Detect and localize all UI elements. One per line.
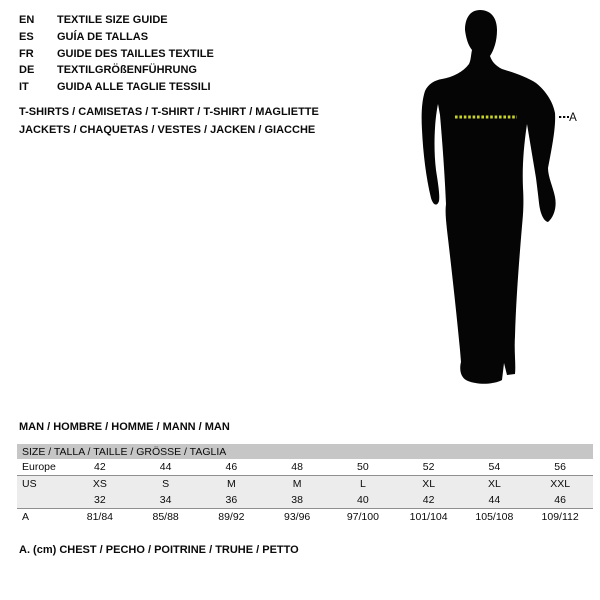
language-row	[19, 79, 214, 96]
size-cell: 50	[330, 459, 396, 476]
size-cell: XS	[67, 476, 133, 493]
size-cell: 32	[67, 492, 133, 509]
size-cell: XL	[462, 476, 528, 493]
size-cell: 42	[67, 459, 133, 476]
row-label: US	[17, 476, 67, 493]
language-label: GUIDE DES TAILLES TEXTILE	[57, 47, 214, 60]
size-cell: XXL	[527, 476, 593, 493]
size-cell: 46	[527, 492, 593, 509]
table-row	[17, 459, 593, 476]
language-code: FR	[19, 47, 34, 60]
language-row	[19, 62, 214, 79]
size-cell: 36	[199, 492, 265, 509]
size-cell: M	[199, 476, 265, 493]
row-label: Europe	[17, 459, 67, 476]
size-cell: 44	[133, 459, 199, 476]
language-row	[19, 46, 214, 63]
size-cell: L	[330, 476, 396, 493]
category-list	[19, 104, 319, 139]
language-label: GUIDA ALLE TAGLIE TESSILI	[57, 81, 211, 94]
size-cell: S	[133, 476, 199, 493]
size-table-body	[17, 459, 593, 525]
size-cell: 46	[199, 459, 265, 476]
category-line-tshirts: T-SHIRTS / CAMISETAS / T-SHIRT / T-SHIRT / MAGLIETTE	[19, 106, 319, 118]
size-cell: 89/92	[218, 511, 245, 523]
category-line-jackets: JACKETS / CHAQUETAS / VESTES / JACKEN / GIACCHE	[19, 123, 316, 136]
row-label	[17, 492, 67, 509]
size-cell: M	[264, 476, 330, 493]
row-label: A	[22, 511, 30, 523]
size-cell: XL	[396, 476, 462, 493]
language-code: DE	[19, 64, 35, 77]
table-row	[17, 492, 593, 509]
language-label: GUÍA DE TALLAS	[57, 30, 149, 43]
language-label: TEXTILGRÖßENFÜHRUNG	[57, 64, 197, 77]
table-row	[17, 476, 593, 493]
size-cell: 42	[396, 492, 462, 509]
size-cell: 97/100	[346, 511, 379, 523]
table-header-row	[17, 444, 593, 459]
section-heading: MAN / HOMBRE / HOMME / MANN / MAN	[19, 421, 230, 433]
size-cell: 105/108	[475, 511, 514, 523]
man-figure-svg	[395, 0, 600, 400]
size-table	[17, 444, 593, 525]
language-code: IT	[19, 81, 29, 94]
language-code: ES	[19, 30, 34, 43]
man-silhouette	[422, 10, 556, 384]
footnote: A. (cm) CHEST / PECHO / POITRINE / TRUHE / PETTO	[19, 544, 299, 556]
size-cell: 85/88	[152, 511, 179, 523]
language-row	[19, 29, 214, 46]
size-table-head	[17, 444, 593, 459]
size-cell: 52	[396, 459, 462, 476]
size-figure	[395, 0, 600, 400]
size-cell: 54	[462, 459, 528, 476]
size-cell: 38	[264, 492, 330, 509]
table-header: SIZE / TALLA / TAILLE / GRÖSSE / TAGLIA	[17, 444, 593, 459]
language-code: EN	[19, 14, 35, 26]
measure-label: A	[569, 112, 577, 124]
size-cell: 93/96	[283, 511, 311, 523]
size-cell: 40	[330, 492, 396, 509]
size-cell: 56	[527, 459, 593, 476]
size-cell: 34	[133, 492, 199, 509]
language-row	[19, 12, 214, 29]
language-label: TEXTILE SIZE GUIDE	[57, 14, 168, 26]
table-row	[17, 509, 593, 526]
size-cell: 48	[264, 459, 330, 476]
size-cell: 44	[462, 492, 528, 509]
size-cell: 109/112	[541, 511, 579, 523]
size-cell: 101/104	[409, 511, 448, 523]
language-list	[19, 12, 214, 96]
size-cell: 81/84	[86, 511, 114, 523]
